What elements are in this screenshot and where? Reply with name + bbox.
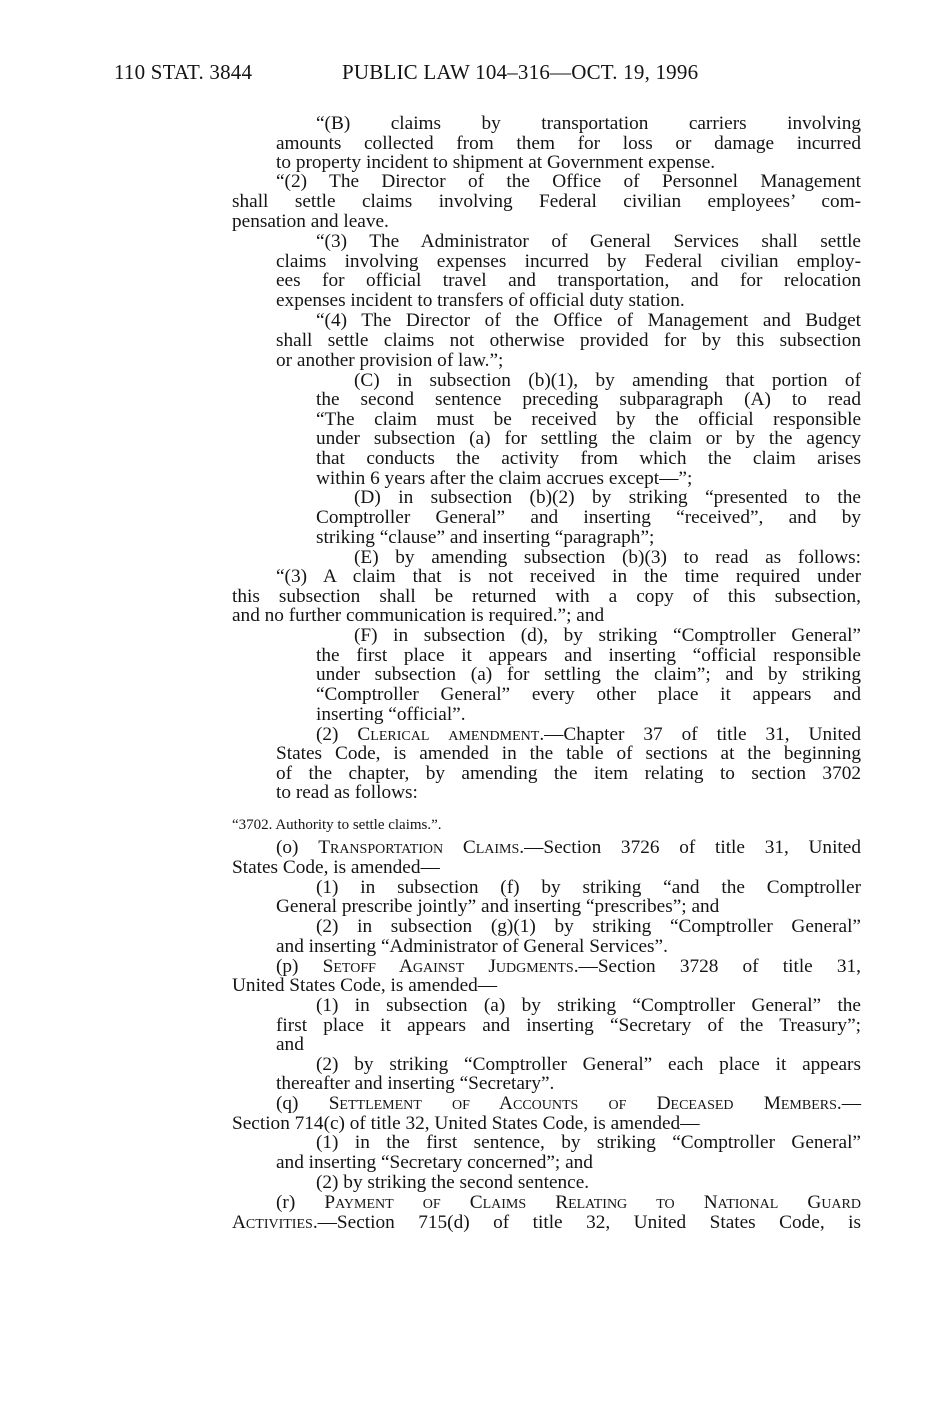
text-line <box>316 390 861 410</box>
section-heading: Clerical amendment <box>357 724 540 745</box>
text-line <box>276 1035 304 1055</box>
text-line <box>276 764 861 784</box>
text-line <box>276 1193 861 1213</box>
line-text: (2) by striking the second sentence. <box>316 1172 590 1193</box>
line-text: or another provision of law.”; <box>276 350 504 371</box>
line-text: (F) in subsection (d), by striking “Comptroller General” <box>354 625 861 646</box>
line-text: “(2) The Director of the Office of Personnel Management <box>276 171 861 192</box>
line-text: this subsection shall be returned with a copy of this subsection, <box>232 586 861 607</box>
text-line <box>316 725 861 745</box>
text-line <box>316 646 861 666</box>
text-line <box>316 469 692 489</box>
line-text: pensation and leave. <box>232 211 389 232</box>
text-line <box>276 957 861 977</box>
text-line <box>316 449 861 469</box>
text-line <box>354 371 861 391</box>
line-text: United States Code, is amended— <box>232 975 498 996</box>
line-text: first place it appears and inserting “Secretary of the Treasury”; <box>276 1015 861 1036</box>
text-line <box>276 838 861 858</box>
line-text: shall settle claims not otherwise provided for by this subsection <box>276 330 861 351</box>
text-line <box>316 311 861 331</box>
line-text: (1) in subsection (a) by striking “Comptroller General” the <box>316 995 861 1016</box>
line-text: .—Section 715(d) of title 32, United States Code, is <box>312 1212 861 1233</box>
line-text: (2) in subsection (g)(1) by striking “Comptroller General” <box>316 916 861 937</box>
line-text: amounts collected from them for loss or damage incurred <box>276 133 861 154</box>
text-line <box>276 331 861 351</box>
text-line <box>232 587 861 607</box>
line-text: and <box>276 1034 304 1055</box>
line-text: .— <box>836 1093 861 1114</box>
line-text: (E) by amending subsection (b)(3) to read as follows: <box>354 547 861 568</box>
text-line <box>316 410 861 430</box>
paragraph-number: (q) <box>276 1093 329 1114</box>
paragraph-number: (p) <box>276 956 323 977</box>
line-text: shall settle claims involving Federal civilian employees’ com- <box>232 191 861 212</box>
text-line <box>276 937 668 957</box>
text-line <box>276 1094 861 1114</box>
line-text: to read as follows: <box>276 782 418 803</box>
text-line <box>276 291 685 311</box>
text-line <box>276 134 861 154</box>
text-line <box>316 1055 861 1075</box>
text-line <box>316 508 861 528</box>
line-text: “(3) A claim that is not received in the time required under <box>276 566 861 587</box>
line-text: that conducts the activity from which the claim arises <box>316 448 861 469</box>
text-line <box>316 705 466 725</box>
section-heading: Transportation Claims <box>318 837 520 858</box>
text-line <box>316 429 861 449</box>
paragraph-number: (r) <box>276 1192 325 1213</box>
line-text: “(4) The Director of the Office of Management and Budget <box>316 310 861 331</box>
line-text: the second sentence preceding subparagraph (A) to read <box>316 389 861 410</box>
text-line <box>232 192 861 212</box>
line-text: Comptroller General” and inserting “received”, and by <box>316 507 861 528</box>
text-line <box>276 783 418 803</box>
line-text: the first place it appears and inserting “official responsible <box>316 645 861 666</box>
public-law-heading: PUBLIC LAW 104–316—OCT. 19, 1996 <box>342 60 699 84</box>
text-line <box>232 858 440 878</box>
text-line <box>276 1153 593 1173</box>
section-heading: Activities <box>232 1212 313 1233</box>
line-text: “Comptroller General” every other place it appears and <box>316 684 861 705</box>
text-line <box>276 351 503 371</box>
text-line <box>316 685 861 705</box>
section-heading: Settlement of Accounts of Deceased Members <box>328 1093 837 1114</box>
line-text: and no further communication is required.”; and <box>232 605 605 626</box>
text-line <box>232 1213 861 1233</box>
text-line <box>276 153 715 173</box>
line-text: (2) by striking “Comptroller General” each place it appears <box>316 1054 861 1075</box>
line-text: under subsection (a) for settling the claim or by the agency <box>316 428 861 449</box>
line-text: and inserting “Administrator of General Services”. <box>276 936 668 957</box>
text-line <box>232 816 442 836</box>
text-line <box>354 488 861 508</box>
line-text: “(B) claims by transportation carriers involving <box>316 113 861 134</box>
line-text: claims involving expenses incurred by Federal civilian employ- <box>276 251 861 272</box>
line-text: General prescribe jointly” and inserting “prescribes”; and <box>276 896 720 917</box>
text-line <box>276 172 861 192</box>
text-line <box>276 567 861 587</box>
text-line <box>354 548 861 568</box>
text-line <box>276 252 861 272</box>
line-text: “The claim must be received by the official responsible <box>316 409 861 430</box>
statute-page-number: 110 STAT. 3844 <box>114 60 253 84</box>
text-line <box>316 1133 861 1153</box>
line-text: ees for official travel and transportation, and for relocation <box>276 270 861 291</box>
text-line <box>316 917 861 937</box>
section-heading: Setoff Against Judgments <box>322 956 574 977</box>
text-line <box>276 1016 861 1036</box>
text-line <box>232 1114 699 1134</box>
line-text: within 6 years after the claim accrues except—”; <box>316 468 693 489</box>
text-line <box>276 744 861 764</box>
line-text: Section 714(c) of title 32, United States Code, is amended— <box>232 1113 700 1134</box>
text-line <box>316 528 654 548</box>
text-line <box>232 212 389 232</box>
text-line <box>232 606 604 626</box>
line-text: (1) in subsection (f) by striking “and the Comptroller <box>316 877 861 898</box>
line-text: .—Section 3728 of title 31, <box>573 956 862 977</box>
text-line <box>276 1074 554 1094</box>
line-text: striking “clause” and inserting “paragraph”; <box>316 527 655 548</box>
line-text: of the chapter, by amending the item relating to section 3702 <box>276 763 861 784</box>
line-text: inserting “official”. <box>316 704 466 725</box>
line-text: (C) in subsection (b)(1), by amending that portion of <box>354 370 861 391</box>
text-line <box>316 114 861 134</box>
line-text: and inserting “Secretary concerned”; and <box>276 1152 593 1173</box>
line-text: under subsection (a) for settling the claim”; and by striking <box>316 664 861 685</box>
line-text: .—Section 3726 of title 31, United <box>519 837 861 858</box>
text-line <box>354 626 861 646</box>
line-text: (D) in subsection (b)(2) by striking “presented to the <box>354 487 861 508</box>
text-line <box>316 232 861 252</box>
line-text: thereafter and inserting “Secretary”. <box>276 1073 555 1094</box>
line-text: States Code, is amended— <box>232 857 440 878</box>
line-text: expenses incident to transfers of official duty station. <box>276 290 685 311</box>
text-line <box>316 878 861 898</box>
text-line <box>316 1173 589 1193</box>
section-heading: Payment of Claims Relating to National Guard <box>324 1192 861 1213</box>
paragraph-number: (2) <box>316 724 358 745</box>
line-text: “3702. Authority to settle claims.”. <box>232 817 442 833</box>
line-text: (1) in the first sentence, by striking “Comptroller General” <box>316 1132 861 1153</box>
line-text: “(3) The Administrator of General Services shall settle <box>316 231 861 252</box>
text-line <box>276 897 719 917</box>
line-text: .—Chapter 37 of title 31, United <box>539 724 861 745</box>
line-text: States Code, is amended in the table of sections at the beginning <box>276 743 861 764</box>
text-line <box>232 976 497 996</box>
paragraph-number: (o) <box>276 837 319 858</box>
text-line <box>316 996 861 1016</box>
text-line <box>316 665 861 685</box>
text-line <box>276 271 861 291</box>
line-text: to property incident to shipment at Government expense. <box>276 152 716 173</box>
